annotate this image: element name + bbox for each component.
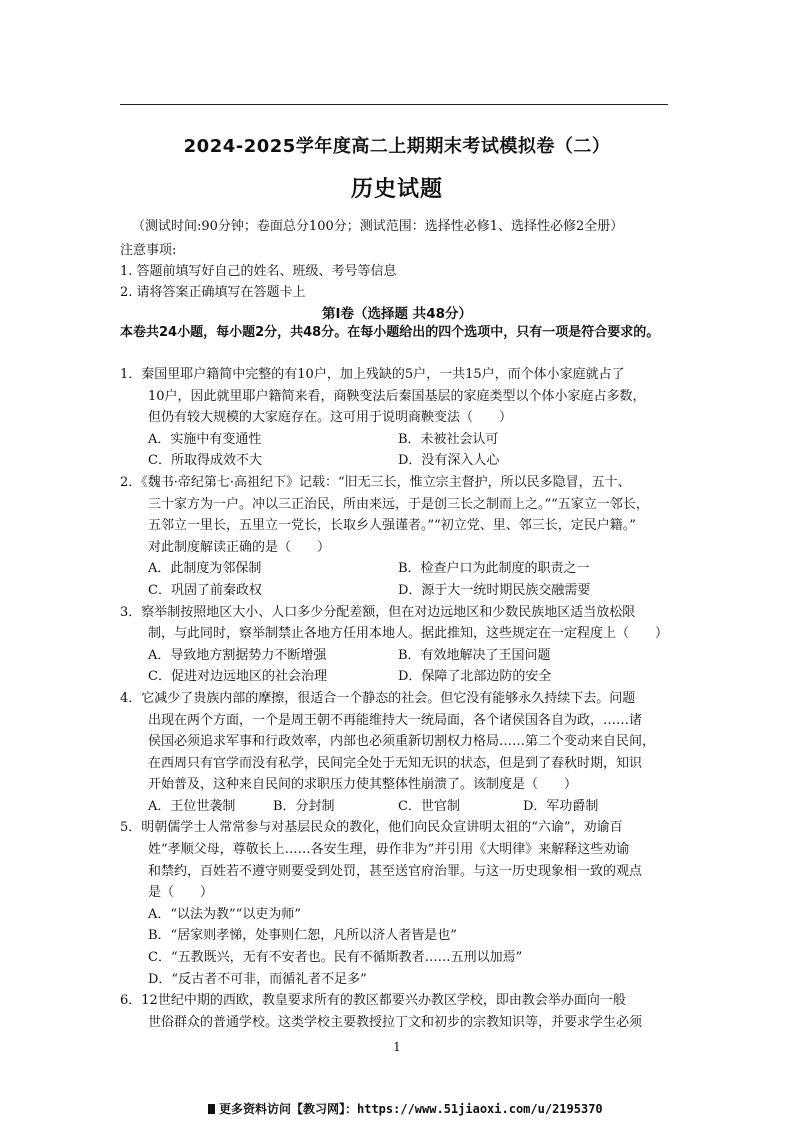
option-a[interactable]: A．导致地方割据势力不断增强 <box>148 647 327 663</box>
option-c[interactable]: C．世官制 <box>398 798 460 814</box>
option-d[interactable]: D．源于大一统时期民族交融需要 <box>398 582 591 598</box>
option-c[interactable]: C．促进对边远地区的社会治理 <box>148 669 327 685</box>
question-list <box>120 364 680 1033</box>
question-line: 姓“孝顺父母，尊敬长上……各安生理，毋作非为”并引用《大明律》来解释这些劝谕 <box>148 842 630 858</box>
question-line: 对此制度解读正确的是（ ） <box>148 539 331 555</box>
question-4 <box>120 688 680 818</box>
section-title: 第Ⅰ卷（选择题 共48分） <box>321 306 472 322</box>
options <box>120 645 680 688</box>
header-rule <box>120 104 668 105</box>
question-line: 世俗群众的普通学校。这类学校主要教授拉丁文和初步的宗教知识等，并要求学生必须 <box>148 1014 643 1030</box>
option-d[interactable]: D．保障了北部边防的安全 <box>398 669 552 685</box>
question-line: 出现在两个方面，一个是周王朝不再能维持大一统局面，各个诸侯国各自为政，……诸 <box>148 712 643 728</box>
question-6 <box>120 990 680 1033</box>
question-line: 三十家方为一户。冲以三正治民，所由来远，于是创三长之制而上之。”“五家立一邻长， <box>148 496 649 512</box>
notice-item: 2. 请将答案正确填写在答题卡上 <box>120 285 306 300</box>
options <box>120 429 680 472</box>
option-c[interactable]: C．巩固了前秦政权 <box>148 582 262 598</box>
section-instruction: 本卷共24小题，每小题2分，共48分。在每小题给出的四个选项中，只有一项是符合要求的。 <box>120 325 660 340</box>
option-b[interactable]: B．分封制 <box>273 798 335 814</box>
question-line: 开始普及，这种来自民间的求职压力使其整体性崩溃了。该制度是（ ） <box>148 777 578 793</box>
options <box>120 796 680 818</box>
option-b[interactable]: B．“居家则孝悌，处事则仁恕，凡所以济人者皆是也” <box>148 928 457 944</box>
option-b[interactable]: B．检查户口为此制度的职责之一 <box>398 561 590 577</box>
exam-meta: （测试时间:90分钟；卷面总分100分；测试范围：选择性必修1、选择性必修2全册） <box>132 219 624 234</box>
option-d[interactable]: D．军功爵制 <box>523 798 599 814</box>
question-line: 和禁约，百姓若不遵守则要受到处罚，甚至送官府治罪。与这一历史现象相一致的观点 <box>148 863 643 879</box>
question-line: 五邻立一里长，五里立一党长，长取乡人强谨者。”“初立党、里、邻三长，定民户籍。” <box>148 518 636 534</box>
page-number: 1 <box>393 1040 401 1054</box>
question-line: 2．《魏书·帝纪第七·高祖纪下》记载：“旧无三长，惟立宗主督护，所以民多隐冒，五十、 <box>120 474 631 490</box>
option-c[interactable]: C．所取得成效不大 <box>148 453 262 469</box>
footer-text: 更多资料访问【教习网】：https://www.51jiaoxi.com/u/2195370 <box>219 1102 603 1116</box>
option-d[interactable]: D．没有深入人心 <box>398 453 500 469</box>
question-line: 侯国必须追求军事和行政效率，内部也必须重新切割权力格局……第二个变动来自民间， <box>148 734 656 750</box>
question-line: 是（ ） <box>148 885 214 901</box>
exam-title: 2024-2025学年度高二上期期末考试模拟卷（二） <box>183 136 611 157</box>
question-line: 但仍有较大规模的大家庭存在。这可用于说明商鞅变法（ ） <box>148 410 513 426</box>
question-3 <box>120 602 680 688</box>
option-a[interactable]: A．“以法为教”“以吏为师” <box>148 906 301 922</box>
option-a[interactable]: A．实施中有变通性 <box>148 431 262 447</box>
notice-block <box>120 240 397 303</box>
options <box>120 558 680 601</box>
option-c[interactable]: C．“五教既兴，无有不安者也。民有不循斯教者……五刑以加焉” <box>148 950 523 966</box>
option-b[interactable]: B．有效地解决了王国问题 <box>398 647 551 663</box>
question-line: 10户，因此就里耶户籍简来看，商鞅变法后秦国基层的家庭类型以个体小家庭占多数， <box>148 388 646 404</box>
notice-heading: 注意事项: <box>120 243 177 258</box>
option-b[interactable]: B．未被社会认可 <box>398 431 499 447</box>
notice-item: 1. 答题前填写好自己的姓名、班级、考号等信息 <box>120 264 397 279</box>
option-a[interactable]: A．王位世袭制 <box>148 798 236 814</box>
option-a[interactable]: A．此制度为邻保制 <box>148 561 262 577</box>
question-line: 6．12世纪中期的西欧，教皇要求所有的教区都要兴办教区学校，即由教会举办面向一般 <box>120 993 626 1009</box>
question-2 <box>120 472 680 602</box>
flag-icon <box>208 1104 215 1114</box>
question-line: 4．它减少了贵族内部的摩擦，很适合一个静态的社会。但它没有能够永久持续下去。问题 <box>120 690 636 706</box>
question-line: 3．察举制按照地区大小、人口多少分配差额，但在对边远地区和少数民族地区适当放松限 <box>120 604 636 620</box>
question-line: 5．明朝儒学士人常常参与对基层民众的教化，他们向民众宣讲明太祖的“六谕”，劝谕百 <box>120 820 623 836</box>
question-1 <box>120 364 680 472</box>
option-d[interactable]: D．“反古者不可非，而循礼者不足多” <box>148 971 367 987</box>
footer-link[interactable] <box>208 1100 603 1117</box>
exam-subject: 历史试题 <box>350 177 443 202</box>
question-5 <box>120 817 680 990</box>
question-line: 制，与此同时，察举制禁止各地方任用本地人。据此推知，这些规定在一定程度上（ ） <box>148 626 669 642</box>
question-line: 1．秦国里耶户籍简中完整的有10户，加上残缺的5户，一共15户，而个体小家庭就占了 <box>120 367 625 382</box>
question-line: 在西周只有官学而没有私学，民间完全处于无知无识的状态，但是到了春秋时期，知识 <box>148 755 643 771</box>
